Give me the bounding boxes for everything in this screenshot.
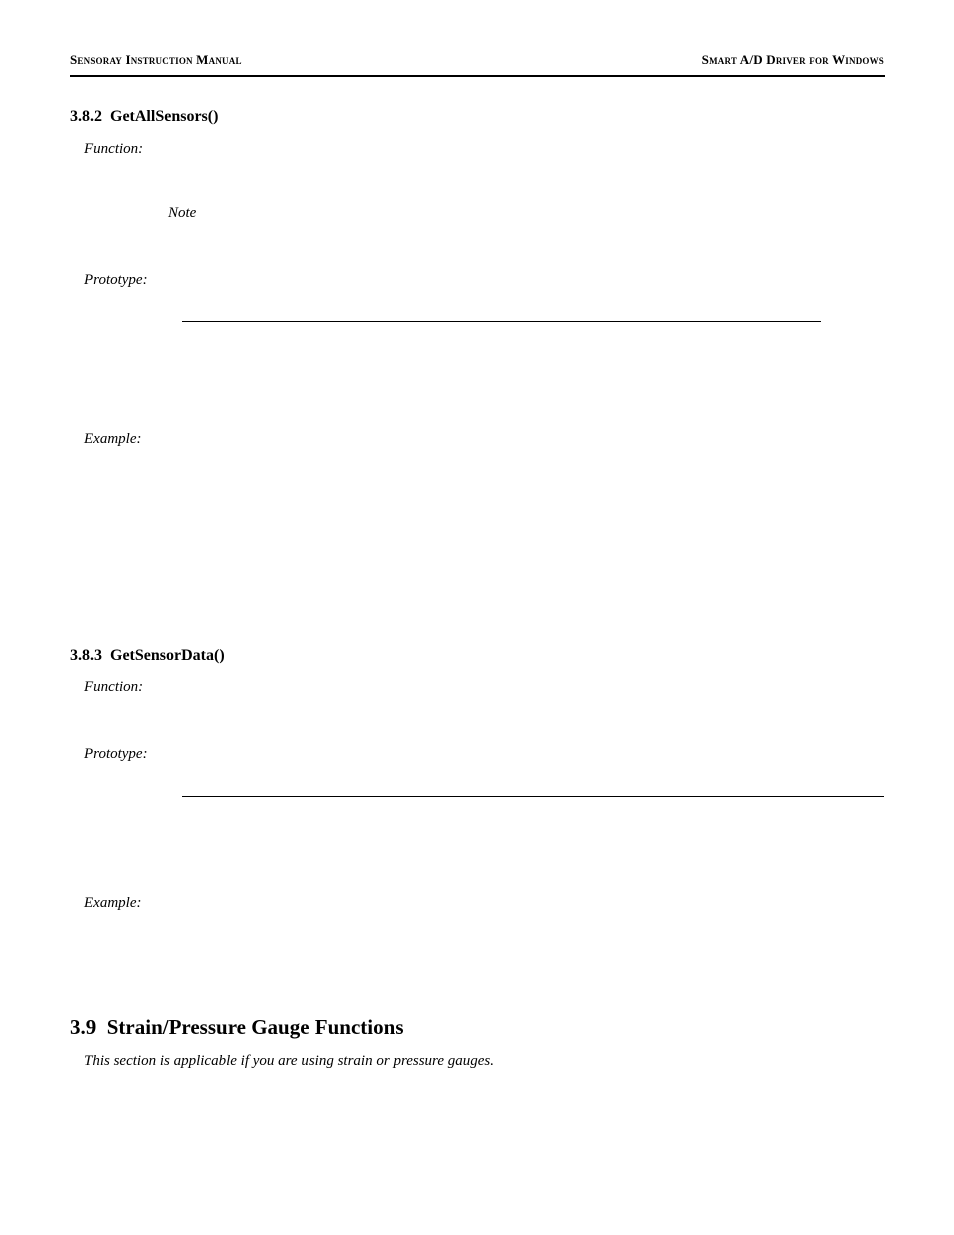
function-label: Function: xyxy=(84,141,144,157)
heading-get-all-sensors xyxy=(70,108,218,126)
heading-number: 3.8.3 xyxy=(70,647,102,664)
section-number: 3.9 xyxy=(70,1015,97,1039)
prototype-label: Prototype: xyxy=(84,746,148,762)
note-label: Note xyxy=(168,205,197,221)
heading-title: GetAllSensors() xyxy=(110,108,219,125)
prototype-table-rule xyxy=(182,321,821,322)
section-heading-strain-pressure xyxy=(70,1015,404,1040)
running-header-left: Sensoray Instruction Manual xyxy=(70,52,242,67)
prototype-table-rule xyxy=(182,796,884,797)
heading-number: 3.8.2 xyxy=(70,108,102,125)
heading-get-sensor-data xyxy=(70,647,225,665)
example-label: Example: xyxy=(84,431,142,447)
header-rule xyxy=(70,75,885,77)
function-label: Function: xyxy=(84,679,144,695)
example-label: Example: xyxy=(84,895,142,911)
prototype-label: Prototype: xyxy=(84,272,148,288)
running-header-right: Smart A/D Driver for Windows xyxy=(701,52,884,67)
section-intro: This section is applicable if you are using strain or pressure gauges. xyxy=(84,1053,494,1069)
section-title: Strain/Pressure Gauge Functions xyxy=(106,1015,404,1039)
heading-title: GetSensorData() xyxy=(110,647,225,664)
